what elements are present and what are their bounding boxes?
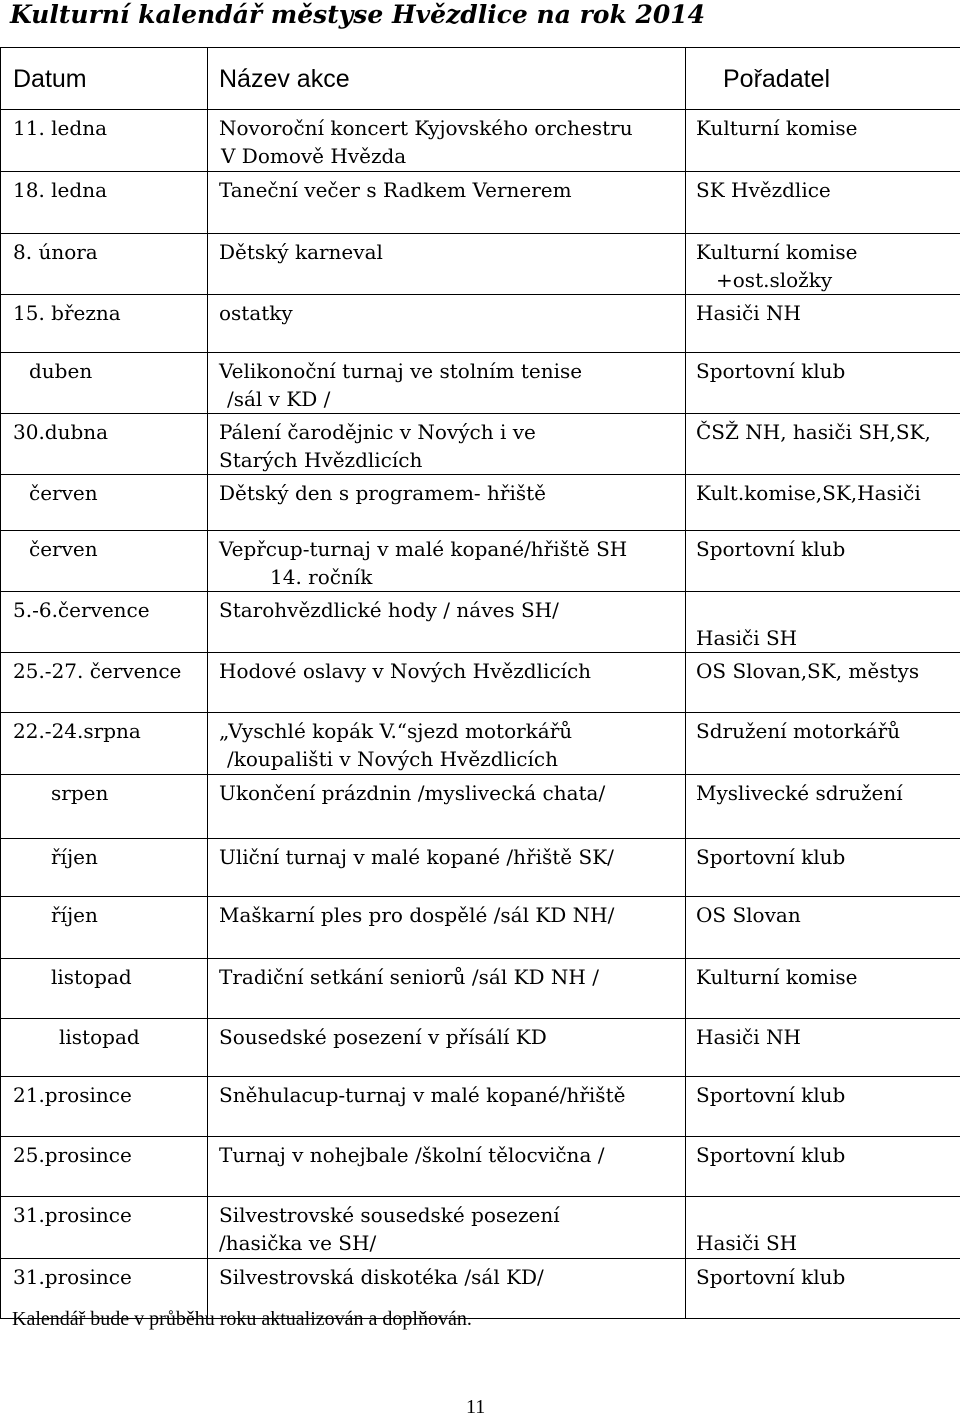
event-date: říjen	[51, 845, 98, 869]
event-date: listopad	[51, 965, 132, 989]
organizer-cell	[686, 1259, 960, 1319]
event-date: 31.prosince	[13, 1203, 132, 1227]
event-organizer: Sportovní klub	[696, 1083, 846, 1107]
table-row	[1, 959, 960, 1019]
organizer-cell	[686, 1077, 960, 1137]
organizer-cell	[686, 713, 960, 775]
event-date: červen	[29, 537, 98, 561]
event-organizer	[686, 1197, 960, 1229]
event-organizer: Sdružení motorkářů	[696, 719, 901, 743]
event-organizer: OS Slovan	[696, 903, 801, 927]
name-cell	[208, 959, 686, 1019]
name-cell	[208, 475, 686, 531]
organizer-cell	[686, 959, 960, 1019]
table-row	[1, 592, 960, 653]
header-name-label: Název akce	[219, 65, 350, 93]
date-cell	[1, 353, 208, 414]
name-cell	[208, 531, 686, 592]
event-organizer: Sportovní klub	[696, 1143, 846, 1167]
event-date: 18. ledna	[13, 178, 108, 202]
event-organizer	[686, 592, 960, 624]
name-cell	[208, 172, 686, 234]
name-cell	[208, 234, 686, 295]
date-cell	[1, 1197, 208, 1259]
event-date: 25.-27. července	[13, 659, 182, 683]
table-row	[1, 110, 960, 172]
event-date: 15. března	[13, 301, 121, 325]
event-organizer: ČSŽ NH, hasiči SH,SK,	[696, 420, 931, 444]
table-row	[1, 353, 960, 414]
page-title: Kulturní kalendář městyse Hvězdlice na rok 2014	[10, 0, 706, 29]
date-cell	[1, 414, 208, 475]
event-name-line2: Starých Hvězdlicích	[219, 448, 423, 472]
event-name: Silvestrovská diskotéka /sál KD/	[219, 1265, 544, 1289]
event-organizer: Sportovní klub	[696, 845, 846, 869]
header-date	[1, 48, 208, 110]
organizer-cell	[686, 172, 960, 234]
event-date: 5.-6.července	[13, 598, 150, 622]
event-name: Velikonoční turnaj ve stolním tenise	[219, 359, 583, 383]
table-row	[1, 1077, 960, 1137]
event-name: Uliční turnaj v malé kopané /hřiště SK/	[219, 845, 614, 869]
event-name: Hodové oslavy v Nových Hvězdlicích	[219, 659, 592, 683]
name-cell	[208, 1137, 686, 1197]
event-name: Sousedské posezení v přísálí KD	[219, 1025, 547, 1049]
event-name: Starohvězdlické hody / náves SH/	[219, 598, 559, 622]
table-row	[1, 172, 960, 234]
event-name: ostatky	[219, 301, 293, 325]
organizer-cell	[686, 1019, 960, 1077]
event-organizer: Kulturní komise	[696, 965, 858, 989]
organizer-cell	[686, 414, 960, 475]
table-row	[1, 653, 960, 713]
event-organizer: SK Hvězdlice	[696, 178, 831, 202]
event-organizer-line2: Hasiči SH	[696, 626, 798, 650]
organizer-cell	[686, 353, 960, 414]
event-date: 25.prosince	[13, 1143, 132, 1167]
event-name-line2: /koupališti v Nových Hvězdlicích	[227, 747, 558, 771]
table-row	[1, 234, 960, 295]
table-row	[1, 713, 960, 775]
page-number: 11	[466, 1396, 486, 1418]
date-cell	[1, 897, 208, 959]
footer-note: Kalendář bude v průběhu roku aktualizován a doplňován.	[12, 1308, 472, 1330]
table-row	[1, 1137, 960, 1197]
event-organizer: OS Slovan,SK, městys	[696, 659, 920, 683]
date-cell	[1, 959, 208, 1019]
event-organizer-line2: +ost.složky	[716, 268, 833, 292]
date-cell	[1, 110, 208, 172]
table-row	[1, 839, 960, 897]
table-row	[1, 1019, 960, 1077]
name-cell	[208, 775, 686, 839]
date-cell	[1, 1077, 208, 1137]
organizer-cell	[686, 653, 960, 713]
event-organizer: Kulturní komise	[696, 240, 858, 264]
name-cell	[208, 839, 686, 897]
header-name	[208, 48, 686, 110]
event-name: Dětský den s programem- hřiště	[219, 481, 546, 505]
event-name: Ukončení prázdnin /myslivecká chata/	[219, 781, 606, 805]
event-name: Dětský karneval	[219, 240, 383, 264]
organizer-cell	[686, 1197, 960, 1259]
date-cell	[1, 475, 208, 531]
event-organizer: Hasiči NH	[696, 1025, 801, 1049]
name-cell	[208, 414, 686, 475]
event-name-line2: V Domově Hvězda	[221, 144, 407, 168]
event-name: Maškarní ples pro dospělé /sál KD NH/	[219, 903, 615, 927]
organizer-cell	[686, 775, 960, 839]
event-date: 21.prosince	[13, 1083, 132, 1107]
header-organizer-label: Pořadatel	[723, 65, 831, 93]
event-name: Novoroční koncert Kyjovského orchestru	[219, 116, 633, 140]
event-date: duben	[29, 359, 93, 383]
event-date: 30.dubna	[13, 420, 109, 444]
event-date: 31.prosince	[13, 1265, 132, 1289]
date-cell	[1, 713, 208, 775]
event-date: 11. ledna	[13, 116, 108, 140]
event-organizer: Sportovní klub	[696, 1265, 846, 1289]
name-cell	[208, 1019, 686, 1077]
date-cell	[1, 295, 208, 353]
event-organizer: Hasiči NH	[696, 301, 801, 325]
event-name: Turnaj v nohejbale /školní tělocvična /	[219, 1143, 605, 1167]
event-date: srpen	[51, 781, 109, 805]
header-date-label: Datum	[13, 65, 87, 93]
table-row	[1, 475, 960, 531]
event-name: Silvestrovské sousedské posezení	[219, 1203, 560, 1227]
organizer-cell	[686, 897, 960, 959]
event-date: červen	[29, 481, 98, 505]
event-date: říjen	[51, 903, 98, 927]
event-name: Pálení čarodějnic v Nových i ve	[219, 420, 536, 444]
date-cell	[1, 172, 208, 234]
event-organizer-line2: Hasiči SH	[696, 1231, 798, 1255]
event-organizer: Sportovní klub	[696, 537, 846, 561]
event-name: Tradiční setkání seniorů /sál KD NH /	[219, 965, 599, 989]
event-organizer: Myslivecké sdružení	[696, 781, 903, 805]
event-name-line2: /hasička ve SH/	[219, 1231, 377, 1255]
organizer-cell	[686, 531, 960, 592]
table-row	[1, 775, 960, 839]
event-name-line2: 14. ročník	[270, 565, 373, 589]
event-date: 8. února	[13, 240, 98, 264]
organizer-cell	[686, 592, 960, 653]
name-cell	[208, 295, 686, 353]
organizer-cell	[686, 1137, 960, 1197]
organizer-cell	[686, 839, 960, 897]
table-row	[1, 531, 960, 592]
name-cell	[208, 897, 686, 959]
name-cell	[208, 110, 686, 172]
event-organizer: Kult.komise,SK,Hasiči	[696, 481, 921, 505]
name-cell	[208, 1077, 686, 1137]
date-cell	[1, 1019, 208, 1077]
organizer-cell	[686, 234, 960, 295]
date-cell	[1, 1137, 208, 1197]
date-cell	[1, 653, 208, 713]
name-cell	[208, 713, 686, 775]
event-name: Sněhulacup-turnaj v malé kopané/hřiště	[219, 1083, 626, 1107]
table-row	[1, 414, 960, 475]
organizer-cell	[686, 475, 960, 531]
event-name: Taneční večer s Radkem Vernerem	[219, 178, 572, 202]
organizer-cell	[686, 110, 960, 172]
event-organizer: Sportovní klub	[696, 359, 846, 383]
date-cell	[1, 531, 208, 592]
event-name-line2: /sál v KD /	[227, 387, 331, 411]
header-organizer	[686, 48, 960, 110]
table-row	[1, 295, 960, 353]
table-row	[1, 1197, 960, 1259]
event-organizer: Kulturní komise	[696, 116, 858, 140]
date-cell	[1, 839, 208, 897]
organizer-cell	[686, 295, 960, 353]
table-row	[1, 897, 960, 959]
date-cell	[1, 775, 208, 839]
date-cell	[1, 234, 208, 295]
events-table	[0, 47, 960, 1319]
event-name: „Vyschlé kopák V.“sjezd motorkářů	[219, 719, 573, 743]
name-cell	[208, 592, 686, 653]
event-date: listopad	[59, 1025, 140, 1049]
event-date: 22.-24.srpna	[13, 719, 141, 743]
date-cell	[1, 592, 208, 653]
table-header-row	[1, 48, 960, 110]
event-name: Vepřcup-turnaj v malé kopané/hřiště SH	[219, 537, 628, 561]
name-cell	[208, 653, 686, 713]
name-cell	[208, 1197, 686, 1259]
name-cell	[208, 353, 686, 414]
